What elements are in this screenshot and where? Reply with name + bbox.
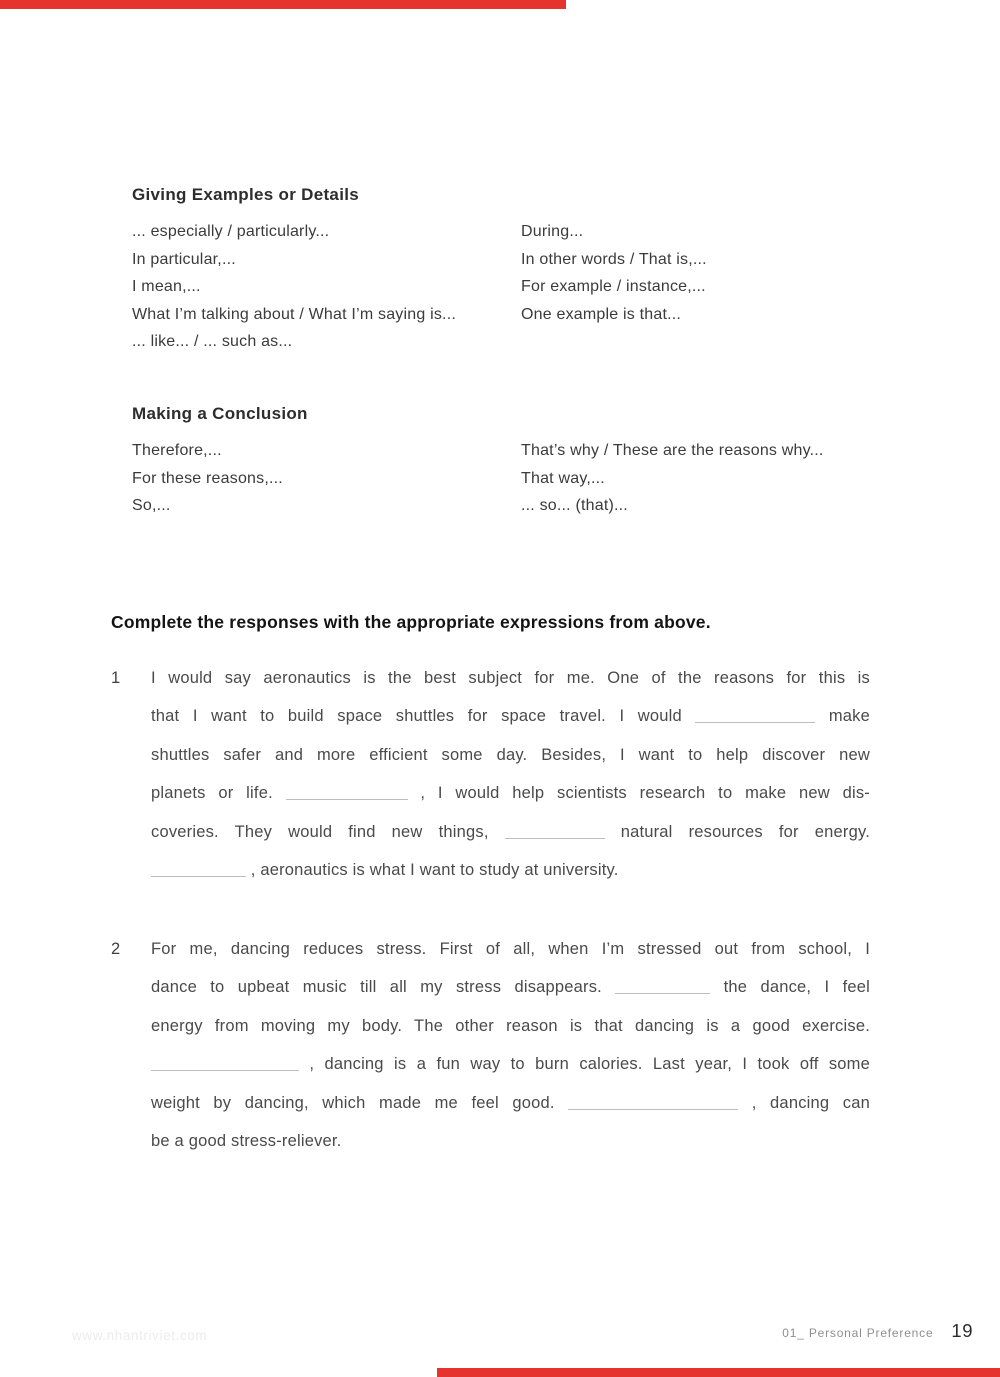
exercise-line: energy from moving my body. The other reason is that dancing is a good exercise. — [151, 1016, 870, 1035]
answer-blank — [151, 1056, 299, 1071]
section-title: Making a Conclusion — [132, 404, 308, 423]
watermark-url: www.nhantriviet.com — [72, 1328, 208, 1343]
section-title: Giving Examples or Details — [132, 185, 359, 204]
expressions-right-column — [521, 437, 878, 520]
exercise-line: dance to upbeat music till all my stress disappears. the dance, I feel — [151, 978, 870, 997]
exercise-line: shuttles safer and more efficient some day. Besides, I want to help discover new — [151, 745, 870, 764]
answer-blank — [505, 824, 605, 839]
exercise-line: weight by dancing, which made me feel good. , dancing can — [151, 1093, 870, 1112]
expression-item: ... like... / ... such as... — [132, 333, 293, 351]
exercise-line: be a good stress-reliever. — [151, 1131, 342, 1150]
exercise-instruction: Complete the responses with the appropriate expressions from above. — [111, 612, 711, 632]
page-footer — [782, 1320, 973, 1342]
expression-item: In other words / That is,... — [521, 250, 707, 268]
answer-blank — [151, 862, 246, 877]
expression-item: I mean,... — [132, 278, 201, 296]
expression-item: In particular,... — [132, 250, 236, 268]
exercise-text — [151, 930, 870, 1160]
expression-item: ... so... (that)... — [521, 497, 628, 515]
exercise-number: 1 — [111, 669, 121, 687]
bottom-accent-bar — [437, 1368, 1000, 1377]
expression-item: That’s why / These are the reasons why... — [521, 442, 824, 459]
answer-blank — [286, 785, 408, 800]
expression-item: During... — [521, 223, 584, 240]
expression-item: That way,... — [521, 469, 605, 487]
page-number: 19 — [951, 1320, 973, 1341]
expression-item: For example / instance,... — [521, 278, 706, 296]
exercise-number: 2 — [111, 940, 121, 958]
expression-item: ... especially / particularly... — [132, 223, 330, 240]
exercise-line: that I want to build space shuttles for space travel. I would make — [151, 707, 871, 726]
top-accent-bar — [0, 0, 566, 9]
expression-item: Therefore,... — [132, 442, 222, 459]
exercise-line: , dancing is a fun way to burn calories. Last year, I took off some — [151, 1045, 870, 1083]
answer-blank — [695, 708, 815, 723]
exercise-line: For me, dancing reduces stress. First of all, when I’m stressed out from school, I — [151, 940, 870, 958]
exercise-line: planets or life. , I would help scientists research to make new dis- — [151, 784, 870, 803]
exercise-line: , aeronautics is what I want to study at university. — [151, 851, 870, 889]
expressions-right-column — [521, 218, 878, 356]
exercise-text — [151, 659, 870, 889]
exercise-1 — [111, 659, 877, 889]
expression-item: One example is that... — [521, 305, 682, 323]
answer-blank — [568, 1095, 738, 1110]
expressions-left-column — [132, 437, 521, 520]
exercise-line: I would say aeronautics is the best subject for me. One of the reasons for this is — [151, 669, 870, 687]
chapter-label: 01_ Personal Preference — [782, 1326, 934, 1340]
expression-item: So,... — [132, 497, 171, 515]
section-giving-examples — [132, 185, 878, 356]
expressions-left-column — [132, 218, 521, 356]
section-making-conclusion — [132, 404, 878, 520]
answer-blank — [615, 979, 710, 994]
expression-item: For these reasons,... — [132, 469, 283, 487]
exercise-line: coveries. They would find new things, natural resources for energy. — [151, 822, 870, 841]
exercise-2 — [111, 930, 877, 1160]
expression-item: What I’m talking about / What I’m saying is... — [132, 305, 456, 323]
